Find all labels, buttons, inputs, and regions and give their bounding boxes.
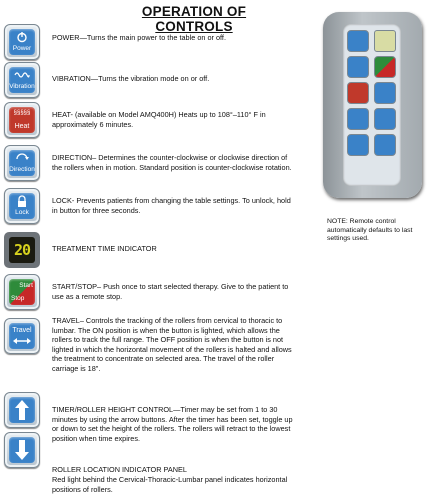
- vibration-button[interactable]: [4, 62, 40, 98]
- travel-button[interactable]: [4, 318, 40, 354]
- remote-roller-indicator: [374, 30, 396, 52]
- remote-lock-button: [347, 134, 369, 156]
- start-stop-description: START/STOP– Push once to start selected therapy. Give to the patient to use as a remote stop.: [52, 282, 289, 301]
- travel-button-label: Travel: [12, 327, 32, 334]
- direction-button-label: Direction: [9, 166, 35, 173]
- start-label: Start: [19, 282, 33, 289]
- remote-control-image: [323, 12, 422, 198]
- lock-button[interactable]: [4, 188, 40, 224]
- heat-button[interactable]: [4, 102, 40, 138]
- remote-panel: [343, 24, 401, 186]
- remote-power-button: [347, 30, 369, 52]
- start-stop-button[interactable]: [4, 274, 40, 310]
- remote-direction-button: [347, 108, 369, 130]
- power-icon: [14, 31, 30, 43]
- lock-icon: [14, 195, 30, 207]
- remote-heat-button: [347, 82, 369, 104]
- direction-button[interactable]: [4, 145, 40, 181]
- remote-note: NOTE: Remote control automatically defaults to last settings used.: [327, 218, 413, 243]
- height-description: TIMER/ROLLER HEIGHT CONTROL—Timer may be set from 1 to 30 minutes by using the arrow buttons. After the timer has been set, toggle up or down to set the height of the rollers. The rollers will retract to the lowest position when time expires.: [52, 405, 293, 443]
- stop-label: Stop: [11, 295, 25, 302]
- arrow-up-button[interactable]: [4, 392, 40, 428]
- left-right-arrow-icon: [13, 337, 31, 345]
- power-button-label: Power: [12, 45, 32, 52]
- timer-digits: 20: [9, 237, 35, 263]
- heat-button-label: Heat: [14, 123, 30, 130]
- vibration-button-label: Vibration: [9, 83, 35, 90]
- lock-button-label: Lock: [15, 209, 29, 216]
- treatment-time-display: [4, 232, 40, 268]
- lock-description: LOCK- Prevents patients from changing the table settings. To unlock, hold in button for three seconds.: [52, 196, 291, 215]
- roller-location-description: Red light behind the Cervical-Thoracic-Lumbar panel indicates horizontal positions of rollers.: [52, 475, 288, 494]
- power-description: POWER—Turns the main power to the table on or off.: [52, 33, 226, 42]
- remote-travel-button: [374, 82, 396, 104]
- remote-up-button: [374, 108, 396, 130]
- heat-waves-icon: §§§§§: [13, 110, 31, 116]
- remote-start-stop-button: [374, 56, 396, 78]
- remote-down-button: [374, 134, 396, 156]
- remote-vibration-button: [347, 56, 369, 78]
- vibration-icon: [14, 69, 30, 81]
- power-button[interactable]: [4, 24, 40, 60]
- rotate-icon: [14, 152, 30, 164]
- treatment-time-label: TREATMENT TIME INDICATOR: [52, 244, 157, 253]
- heat-description: HEAT- (available on Model AMQ400H) Heats up to 108°–110° F in approximately 6 minutes.: [52, 110, 266, 129]
- arrow-up-icon: [14, 399, 30, 421]
- arrow-down-icon: [14, 439, 30, 461]
- arrow-down-button[interactable]: [4, 432, 40, 468]
- vibration-description: VIBRATION—Turns the vibration mode on or off.: [52, 74, 210, 83]
- travel-description: TRAVEL– Controls the tracking of the rollers from cervical to thoracic to lumbar. The ON position is when the button is lighted, which allows the rollers to track the full range. The OFF position is when the button is not lighted in which the horizontal movement of the rollers is halted and allows the treatment to concentrate on selected area. The travel of the roller carriage is 18".: [52, 316, 292, 373]
- page-title: OPERATION OF CONTROLS: [141, 4, 247, 34]
- roller-location-title: ROLLER LOCATION INDICATOR PANEL: [52, 465, 187, 474]
- direction-description: DIRECTION– Determines the counter-clockwise or clockwise direction of the rollers when in motion. Standard position is counter-clockwise rotation.: [52, 153, 292, 172]
